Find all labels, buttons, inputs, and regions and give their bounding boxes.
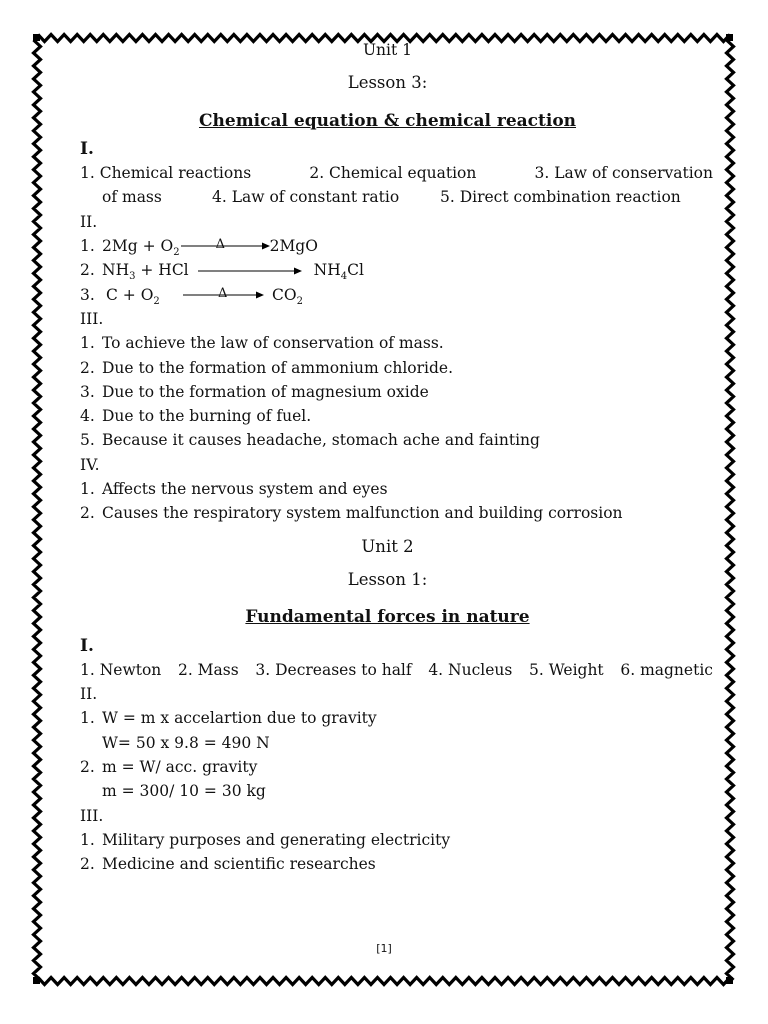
list-item: 1. To achieve the law of conservation of mass. xyxy=(80,334,444,353)
unit-1-lesson: Lesson 3: xyxy=(347,73,428,93)
section-label: I. xyxy=(80,138,94,159)
heat-symbol: Δ xyxy=(215,237,225,253)
calculation: W= 50 x 9.8 = 490 N xyxy=(102,733,270,752)
list-item: 3. Due to the formation of magnesium oxide xyxy=(80,382,429,401)
arrow-icon xyxy=(180,234,270,258)
reactants: $2Mg + O_2$ xyxy=(102,237,180,259)
answer-item: 3. Law of conservation xyxy=(534,164,713,183)
arrow-icon xyxy=(197,259,302,283)
list-item: 5. Because it causes headache, stomach ache and fainting xyxy=(80,431,540,450)
answer-item: 5. Direct combination reaction xyxy=(440,188,681,207)
section-label: IV. xyxy=(80,455,100,474)
section-label: III. xyxy=(80,309,104,328)
equation xyxy=(80,234,720,258)
answer-item: 1. Newton xyxy=(80,660,162,679)
unit-2-lesson: Lesson 1: xyxy=(347,569,428,589)
arrow-icon xyxy=(182,283,264,307)
unit-1-heading: Unit 1 xyxy=(362,41,413,59)
answer-item: 3. Decreases to half xyxy=(255,660,412,679)
list-item: 2. Medicine and scientific researches xyxy=(80,855,376,874)
product: 2MgO xyxy=(269,237,318,256)
list-item: 2. m = W/ acc. gravity xyxy=(80,758,258,777)
list-item: 2. Causes the respiratory system malfunction and building corrosion xyxy=(80,504,623,523)
list-item: 2. Due to the formation of ammonium chloride. xyxy=(80,358,454,377)
answer-sheet xyxy=(80,42,720,877)
answer-item: 2. Chemical equation xyxy=(309,164,477,183)
answer-item: 1. Chemical reactions xyxy=(80,164,252,183)
heat-symbol: Δ xyxy=(218,285,228,301)
list-item: 1. Military purposes and generating electricity xyxy=(80,830,451,849)
list-item: 1. Affects the nervous system and eyes xyxy=(80,480,388,499)
page-number: [1] xyxy=(376,942,392,955)
section-label: III. xyxy=(80,806,104,825)
section-label: II. xyxy=(80,212,98,231)
section-label: I. xyxy=(80,635,94,656)
product: $CO_2$ xyxy=(272,285,303,307)
answer-item: 4. Law of constant ratio xyxy=(212,188,400,207)
answer-item: 5. Weight xyxy=(529,660,604,679)
section-label: II. xyxy=(80,685,98,704)
answer-item: of mass xyxy=(102,188,162,207)
answer-item: 6. magnetic xyxy=(620,660,713,679)
list-item: 1. W = m x accelartion due to gravity xyxy=(80,709,377,728)
list-number: 1. xyxy=(80,237,95,256)
equation xyxy=(80,283,720,307)
list-number: 3. xyxy=(80,285,95,304)
unit-2-heading: Unit 2 xyxy=(361,536,414,556)
answer-item: 4. Nucleus xyxy=(428,660,513,679)
answer-item: 2. Mass xyxy=(177,660,239,679)
unit-2-title: Fundamental forces in nature xyxy=(245,607,530,628)
reactants: $NH_3$ + HCl xyxy=(102,261,189,283)
product: $NH_4Cl$ xyxy=(313,261,364,283)
equation xyxy=(80,258,720,282)
reactants: $C + O_2$ xyxy=(106,285,160,307)
list-item: 4. Due to the burning of fuel. xyxy=(80,407,312,426)
answer-row xyxy=(80,658,713,682)
calculation: m = 300/ 10 = 30 kg xyxy=(102,782,266,801)
answer-row xyxy=(80,185,720,209)
answer-row xyxy=(80,161,713,185)
unit-1-title: Chemical equation & chemical reaction xyxy=(198,110,577,131)
list-number: 2. xyxy=(80,261,95,280)
